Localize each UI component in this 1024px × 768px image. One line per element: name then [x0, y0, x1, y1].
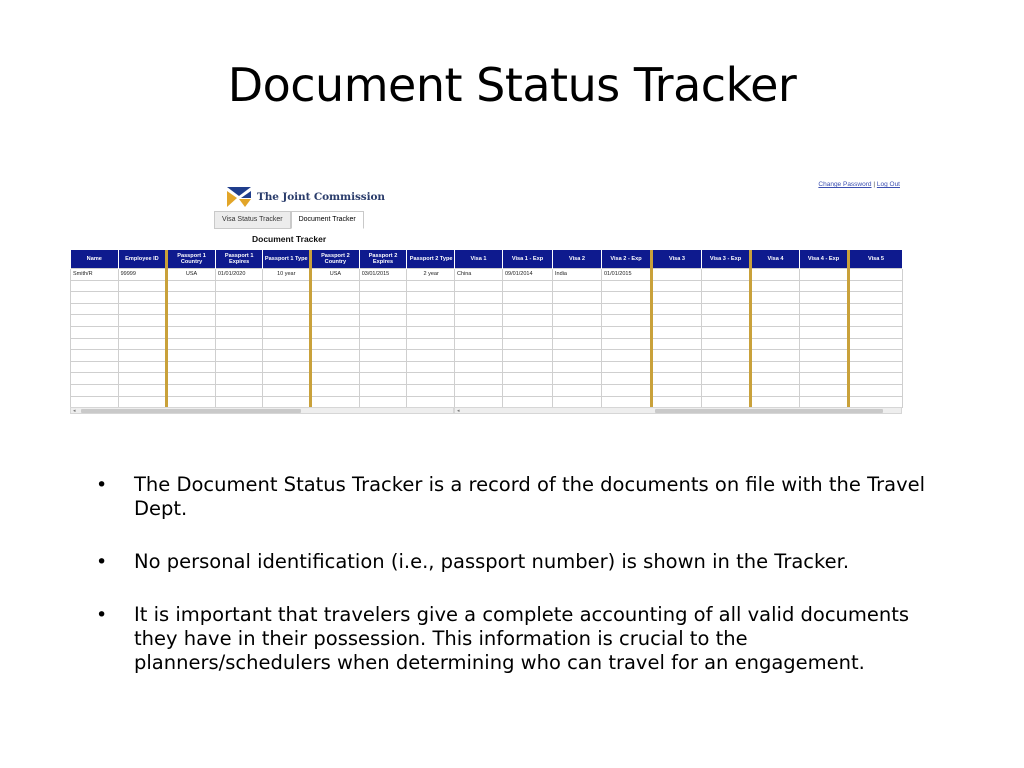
- table-cell[interactable]: [751, 350, 800, 362]
- table-cell[interactable]: [455, 338, 503, 350]
- table-cell[interactable]: [503, 396, 553, 408]
- table-cell[interactable]: [602, 361, 652, 373]
- table-cell[interactable]: [167, 384, 216, 396]
- table-row: [455, 373, 903, 385]
- table-cell[interactable]: [602, 292, 652, 304]
- table-cell[interactable]: [702, 280, 751, 292]
- table-cell[interactable]: [263, 361, 311, 373]
- table-cell[interactable]: 01/01/2015: [602, 269, 652, 281]
- table-cell[interactable]: [71, 292, 119, 304]
- table-row: [71, 315, 456, 327]
- table-cell[interactable]: [800, 396, 849, 408]
- table-row: [455, 303, 903, 315]
- table-cell[interactable]: [263, 384, 311, 396]
- table-cell[interactable]: [751, 292, 800, 304]
- table-row: [455, 326, 903, 338]
- table-cell[interactable]: [800, 280, 849, 292]
- table-cell[interactable]: [602, 338, 652, 350]
- column-header: Visa 1: [455, 250, 503, 269]
- table-cell[interactable]: [652, 280, 702, 292]
- table-cell[interactable]: [359, 303, 407, 315]
- table-row: [71, 384, 456, 396]
- table-cell[interactable]: [652, 338, 702, 350]
- scroll-left-arrow-icon[interactable]: ◂: [73, 408, 76, 414]
- table-row: [71, 396, 456, 408]
- table-cell[interactable]: [503, 326, 553, 338]
- table-cell[interactable]: [751, 361, 800, 373]
- table-cell[interactable]: [800, 338, 849, 350]
- table-cell[interactable]: [455, 292, 503, 304]
- table-cell[interactable]: [263, 326, 311, 338]
- left-horizontal-scrollbar[interactable]: [70, 407, 454, 414]
- table-cell[interactable]: [118, 396, 167, 408]
- table-cell[interactable]: [602, 373, 652, 385]
- table-cell[interactable]: [263, 280, 311, 292]
- column-header: Passport 1 Country: [167, 250, 216, 269]
- table-row: [71, 303, 456, 315]
- table-cell[interactable]: [167, 350, 216, 362]
- table-cell[interactable]: [553, 315, 602, 327]
- table-cell[interactable]: [215, 326, 263, 338]
- table-cell[interactable]: [751, 269, 800, 281]
- slide-title: Document Status Tracker: [227, 58, 797, 112]
- table-cell[interactable]: [849, 269, 903, 281]
- table-cell[interactable]: [503, 280, 553, 292]
- panel-title: Document Tracker: [252, 234, 327, 244]
- table-cell[interactable]: [800, 384, 849, 396]
- table-row: [455, 350, 903, 362]
- table-row: [455, 269, 903, 281]
- table-cell[interactable]: [751, 303, 800, 315]
- table-cell[interactable]: [751, 315, 800, 327]
- table-cell[interactable]: [263, 373, 311, 385]
- table-cell[interactable]: [263, 315, 311, 327]
- table-cell[interactable]: [602, 384, 652, 396]
- table-cell[interactable]: [800, 292, 849, 304]
- table-row: [71, 338, 456, 350]
- table-cell[interactable]: [263, 338, 311, 350]
- table-row: [455, 396, 903, 408]
- table-cell[interactable]: [407, 303, 456, 315]
- table-cell[interactable]: USA: [311, 269, 360, 281]
- account-links: [818, 181, 900, 188]
- table-cell[interactable]: India: [553, 269, 602, 281]
- visa-table: [454, 250, 903, 408]
- table-cell[interactable]: [702, 269, 751, 281]
- bullet-item: • No personal identification (i.e., passport number) is shown in the Tracker.: [96, 550, 850, 573]
- table-cell[interactable]: [311, 396, 360, 408]
- table-cell[interactable]: [407, 280, 456, 292]
- table-cell[interactable]: [702, 315, 751, 327]
- table-cell[interactable]: [751, 396, 800, 408]
- table-cell[interactable]: [702, 350, 751, 362]
- table-cell[interactable]: [849, 396, 903, 408]
- table-cell[interactable]: [311, 326, 360, 338]
- table-row: [71, 280, 456, 292]
- table-row: [455, 292, 903, 304]
- column-header: Employee ID: [118, 250, 167, 269]
- table-cell[interactable]: [849, 315, 903, 327]
- column-header: Passport 1 Expires: [215, 250, 263, 269]
- table-cell[interactable]: [652, 303, 702, 315]
- table-cell[interactable]: [167, 373, 216, 385]
- table-cell[interactable]: [118, 338, 167, 350]
- table-cell[interactable]: [118, 350, 167, 362]
- table-cell[interactable]: 09/01/2014: [503, 269, 553, 281]
- table-row: [71, 292, 456, 304]
- table-row: [71, 361, 456, 373]
- table-cell[interactable]: [702, 384, 751, 396]
- table-cell[interactable]: [800, 303, 849, 315]
- table-cell[interactable]: [118, 292, 167, 304]
- table-cell[interactable]: 01/01/2020: [215, 269, 263, 281]
- table-cell[interactable]: [702, 338, 751, 350]
- column-header: Passport 1 Type: [263, 250, 311, 269]
- table-cell[interactable]: [751, 326, 800, 338]
- table-cell[interactable]: [118, 326, 167, 338]
- table-cell[interactable]: [751, 373, 800, 385]
- table-cell[interactable]: [167, 396, 216, 408]
- table-cell[interactable]: [652, 373, 702, 385]
- column-header: Passport 2 Expires: [359, 250, 407, 269]
- table-cell[interactable]: [553, 303, 602, 315]
- table-cell[interactable]: [602, 350, 652, 362]
- column-header: Visa 3: [652, 250, 702, 269]
- column-header: Visa 2 - Exp: [602, 250, 652, 269]
- table-cell[interactable]: [455, 384, 503, 396]
- table-row: [455, 361, 903, 373]
- right-horizontal-scrollbar[interactable]: [454, 407, 902, 414]
- table-cell[interactable]: 03/01/2015: [359, 269, 407, 281]
- table-row: [71, 326, 456, 338]
- table-cell[interactable]: [311, 361, 360, 373]
- table-cell[interactable]: 2 year: [407, 269, 456, 281]
- table-cell[interactable]: [167, 361, 216, 373]
- column-header: Passport 2 Country: [311, 250, 360, 269]
- table-cell[interactable]: [602, 280, 652, 292]
- table-cell[interactable]: [407, 361, 456, 373]
- table-cell[interactable]: [215, 292, 263, 304]
- table-cell[interactable]: [503, 303, 553, 315]
- right-scroll-thumb[interactable]: [655, 409, 883, 413]
- scroll-left-arrow-icon[interactable]: ◂: [457, 408, 460, 414]
- table-cell[interactable]: [167, 315, 216, 327]
- table-cell[interactable]: [263, 303, 311, 315]
- link-separator: |: [873, 181, 876, 188]
- tab-bar: [214, 211, 364, 229]
- table-cell[interactable]: [71, 280, 119, 292]
- table-cell[interactable]: [503, 338, 553, 350]
- table-cell[interactable]: [71, 303, 119, 315]
- table-cell[interactable]: [553, 280, 602, 292]
- table-cell[interactable]: [849, 361, 903, 373]
- table-cell[interactable]: [751, 280, 800, 292]
- table-cell[interactable]: [602, 396, 652, 408]
- table-cell[interactable]: [359, 280, 407, 292]
- left-scroll-thumb[interactable]: [81, 409, 301, 413]
- table-cell[interactable]: [455, 396, 503, 408]
- table-cell[interactable]: 10 year: [263, 269, 311, 281]
- table-cell[interactable]: [800, 315, 849, 327]
- table-cell[interactable]: [503, 361, 553, 373]
- table-cell[interactable]: [118, 303, 167, 315]
- table-cell[interactable]: [71, 384, 119, 396]
- table-cell[interactable]: [311, 338, 360, 350]
- table-cell[interactable]: [407, 350, 456, 362]
- table-cell[interactable]: [359, 350, 407, 362]
- table-cell[interactable]: [455, 280, 503, 292]
- table-cell[interactable]: [71, 373, 119, 385]
- table-cell[interactable]: [311, 292, 360, 304]
- table-cell[interactable]: [849, 326, 903, 338]
- tab-document-tracker[interactable]: Document Tracker: [291, 211, 364, 229]
- table-cell[interactable]: [263, 292, 311, 304]
- table-cell[interactable]: [455, 303, 503, 315]
- table-cell[interactable]: [359, 338, 407, 350]
- table-row: [71, 350, 456, 362]
- passport-table: [70, 250, 456, 408]
- table-cell[interactable]: USA: [167, 269, 216, 281]
- table-cell[interactable]: [553, 373, 602, 385]
- column-header: Visa 4: [751, 250, 800, 269]
- table-cell[interactable]: [553, 338, 602, 350]
- table-cell[interactable]: [167, 280, 216, 292]
- table-cell[interactable]: [849, 384, 903, 396]
- column-header: Visa 4 - Exp: [800, 250, 849, 269]
- table-cell[interactable]: [71, 361, 119, 373]
- table-cell[interactable]: [553, 350, 602, 362]
- table-cell[interactable]: [702, 396, 751, 408]
- table-cell[interactable]: [652, 292, 702, 304]
- tab-visa-status-tracker[interactable]: Visa Status Tracker: [214, 211, 291, 229]
- table-cell[interactable]: [503, 373, 553, 385]
- table-cell[interactable]: [407, 338, 456, 350]
- table-cell[interactable]: [167, 326, 216, 338]
- table-cell[interactable]: [652, 361, 702, 373]
- table-cell[interactable]: [800, 373, 849, 385]
- table-cell[interactable]: [359, 373, 407, 385]
- table-cell[interactable]: [167, 338, 216, 350]
- table-cell[interactable]: [215, 315, 263, 327]
- table-cell[interactable]: [215, 350, 263, 362]
- table-cell[interactable]: [800, 326, 849, 338]
- table-cell[interactable]: [455, 373, 503, 385]
- table-cell[interactable]: [215, 280, 263, 292]
- table-cell[interactable]: [263, 350, 311, 362]
- bullet-icon: •: [96, 604, 108, 626]
- table-cell[interactable]: [118, 315, 167, 327]
- table-cell[interactable]: [407, 315, 456, 327]
- bullet-item: • The Document Status Tracker is a record of the documents on file with the Travel Dept.: [96, 473, 926, 520]
- table-cell[interactable]: [118, 384, 167, 396]
- table-cell[interactable]: [359, 315, 407, 327]
- table-cell[interactable]: [311, 373, 360, 385]
- table-cell[interactable]: 99999: [118, 269, 167, 281]
- table-cell[interactable]: [652, 269, 702, 281]
- bullet-item: • It is important that travelers give a complete accounting of all valid documents they have in their possession. This information is crucial to the planners/schedulers when determining who can travel for an engagement.: [96, 603, 910, 674]
- logo-mark-icon: [224, 185, 254, 209]
- column-header: Visa 5: [849, 250, 903, 269]
- column-header: Visa 1 - Exp: [503, 250, 553, 269]
- table-row: [455, 338, 903, 350]
- table-cell[interactable]: [652, 315, 702, 327]
- table-row: [71, 269, 456, 281]
- table-cell[interactable]: [702, 292, 751, 304]
- table-cell[interactable]: [311, 315, 360, 327]
- table-cell[interactable]: [71, 326, 119, 338]
- table-cell[interactable]: [407, 326, 456, 338]
- table-cell[interactable]: [311, 280, 360, 292]
- table-cell[interactable]: [311, 384, 360, 396]
- table-row: [455, 384, 903, 396]
- table-cell[interactable]: [359, 361, 407, 373]
- table-cell[interactable]: [455, 361, 503, 373]
- column-header: Name: [71, 250, 119, 269]
- table-cell[interactable]: [702, 361, 751, 373]
- table-cell[interactable]: [263, 396, 311, 408]
- table-cell[interactable]: [652, 350, 702, 362]
- table-cell[interactable]: [849, 303, 903, 315]
- table-cell[interactable]: [553, 384, 602, 396]
- tracker-screenshot: [66, 178, 906, 420]
- table-cell[interactable]: China: [455, 269, 503, 281]
- table-cell[interactable]: [215, 384, 263, 396]
- table-cell[interactable]: [751, 338, 800, 350]
- table-row: [71, 373, 456, 385]
- table-cell[interactable]: [311, 350, 360, 362]
- table-cell[interactable]: [215, 373, 263, 385]
- table-cell[interactable]: [849, 350, 903, 362]
- table-cell[interactable]: [167, 292, 216, 304]
- table-cell[interactable]: [800, 361, 849, 373]
- table-cell[interactable]: [849, 280, 903, 292]
- table-cell[interactable]: [553, 326, 602, 338]
- table-cell[interactable]: [652, 384, 702, 396]
- table-cell[interactable]: [702, 373, 751, 385]
- table-cell[interactable]: [849, 338, 903, 350]
- table-cell[interactable]: [455, 315, 503, 327]
- table-cell[interactable]: [455, 326, 503, 338]
- table-cell[interactable]: Smith/R: [71, 269, 119, 281]
- table-cell[interactable]: [652, 326, 702, 338]
- joint-commission-logo: [224, 184, 385, 210]
- table-cell[interactable]: [311, 303, 360, 315]
- table-cell[interactable]: [71, 338, 119, 350]
- table-cell[interactable]: [751, 384, 800, 396]
- table-cell[interactable]: [503, 350, 553, 362]
- table-cell[interactable]: [71, 350, 119, 362]
- table-cell[interactable]: [602, 326, 652, 338]
- bullet-icon: •: [96, 474, 108, 496]
- table-cell[interactable]: [215, 303, 263, 315]
- table-cell[interactable]: [407, 373, 456, 385]
- table-cell[interactable]: [359, 384, 407, 396]
- table-cell[interactable]: [359, 326, 407, 338]
- table-cell[interactable]: [407, 384, 456, 396]
- table-cell[interactable]: [118, 280, 167, 292]
- table-cell[interactable]: [553, 361, 602, 373]
- table-cell[interactable]: [849, 373, 903, 385]
- table-cell[interactable]: [455, 350, 503, 362]
- table-cell[interactable]: [359, 396, 407, 408]
- table-cell[interactable]: [71, 396, 119, 408]
- table-cell[interactable]: [118, 361, 167, 373]
- table-cell[interactable]: [118, 373, 167, 385]
- table-cell[interactable]: [407, 292, 456, 304]
- table-cell[interactable]: [359, 292, 407, 304]
- column-header: Visa 2: [553, 250, 602, 269]
- column-header: Visa 3 - Exp: [702, 250, 751, 269]
- table-cell[interactable]: [553, 292, 602, 304]
- table-cell[interactable]: [215, 396, 263, 408]
- table-cell[interactable]: [503, 315, 553, 327]
- table-cell[interactable]: [71, 315, 119, 327]
- change-password-link[interactable]: Change Password: [818, 181, 872, 188]
- bullet-list: [96, 473, 926, 704]
- table-cell[interactable]: [702, 303, 751, 315]
- table-cell[interactable]: [167, 303, 216, 315]
- table-cell[interactable]: [215, 338, 263, 350]
- table-row: [455, 315, 903, 327]
- bullet-icon: •: [96, 551, 108, 573]
- table-cell[interactable]: [602, 303, 652, 315]
- table-cell[interactable]: [702, 326, 751, 338]
- table-cell[interactable]: [553, 396, 602, 408]
- table-cell[interactable]: [503, 384, 553, 396]
- table-cell[interactable]: [800, 350, 849, 362]
- logo-text: The Joint Commission: [257, 191, 385, 203]
- table-row: [455, 280, 903, 292]
- table-cell[interactable]: [849, 292, 903, 304]
- table-cell[interactable]: [602, 315, 652, 327]
- log-out-link[interactable]: Log Out: [876, 181, 900, 188]
- table-cell[interactable]: [503, 292, 553, 304]
- column-header: Passport 2 Type: [407, 250, 456, 269]
- table-cell[interactable]: [800, 269, 849, 281]
- table-cell[interactable]: [215, 361, 263, 373]
- table-cell[interactable]: [652, 396, 702, 408]
- table-cell[interactable]: [407, 396, 456, 408]
